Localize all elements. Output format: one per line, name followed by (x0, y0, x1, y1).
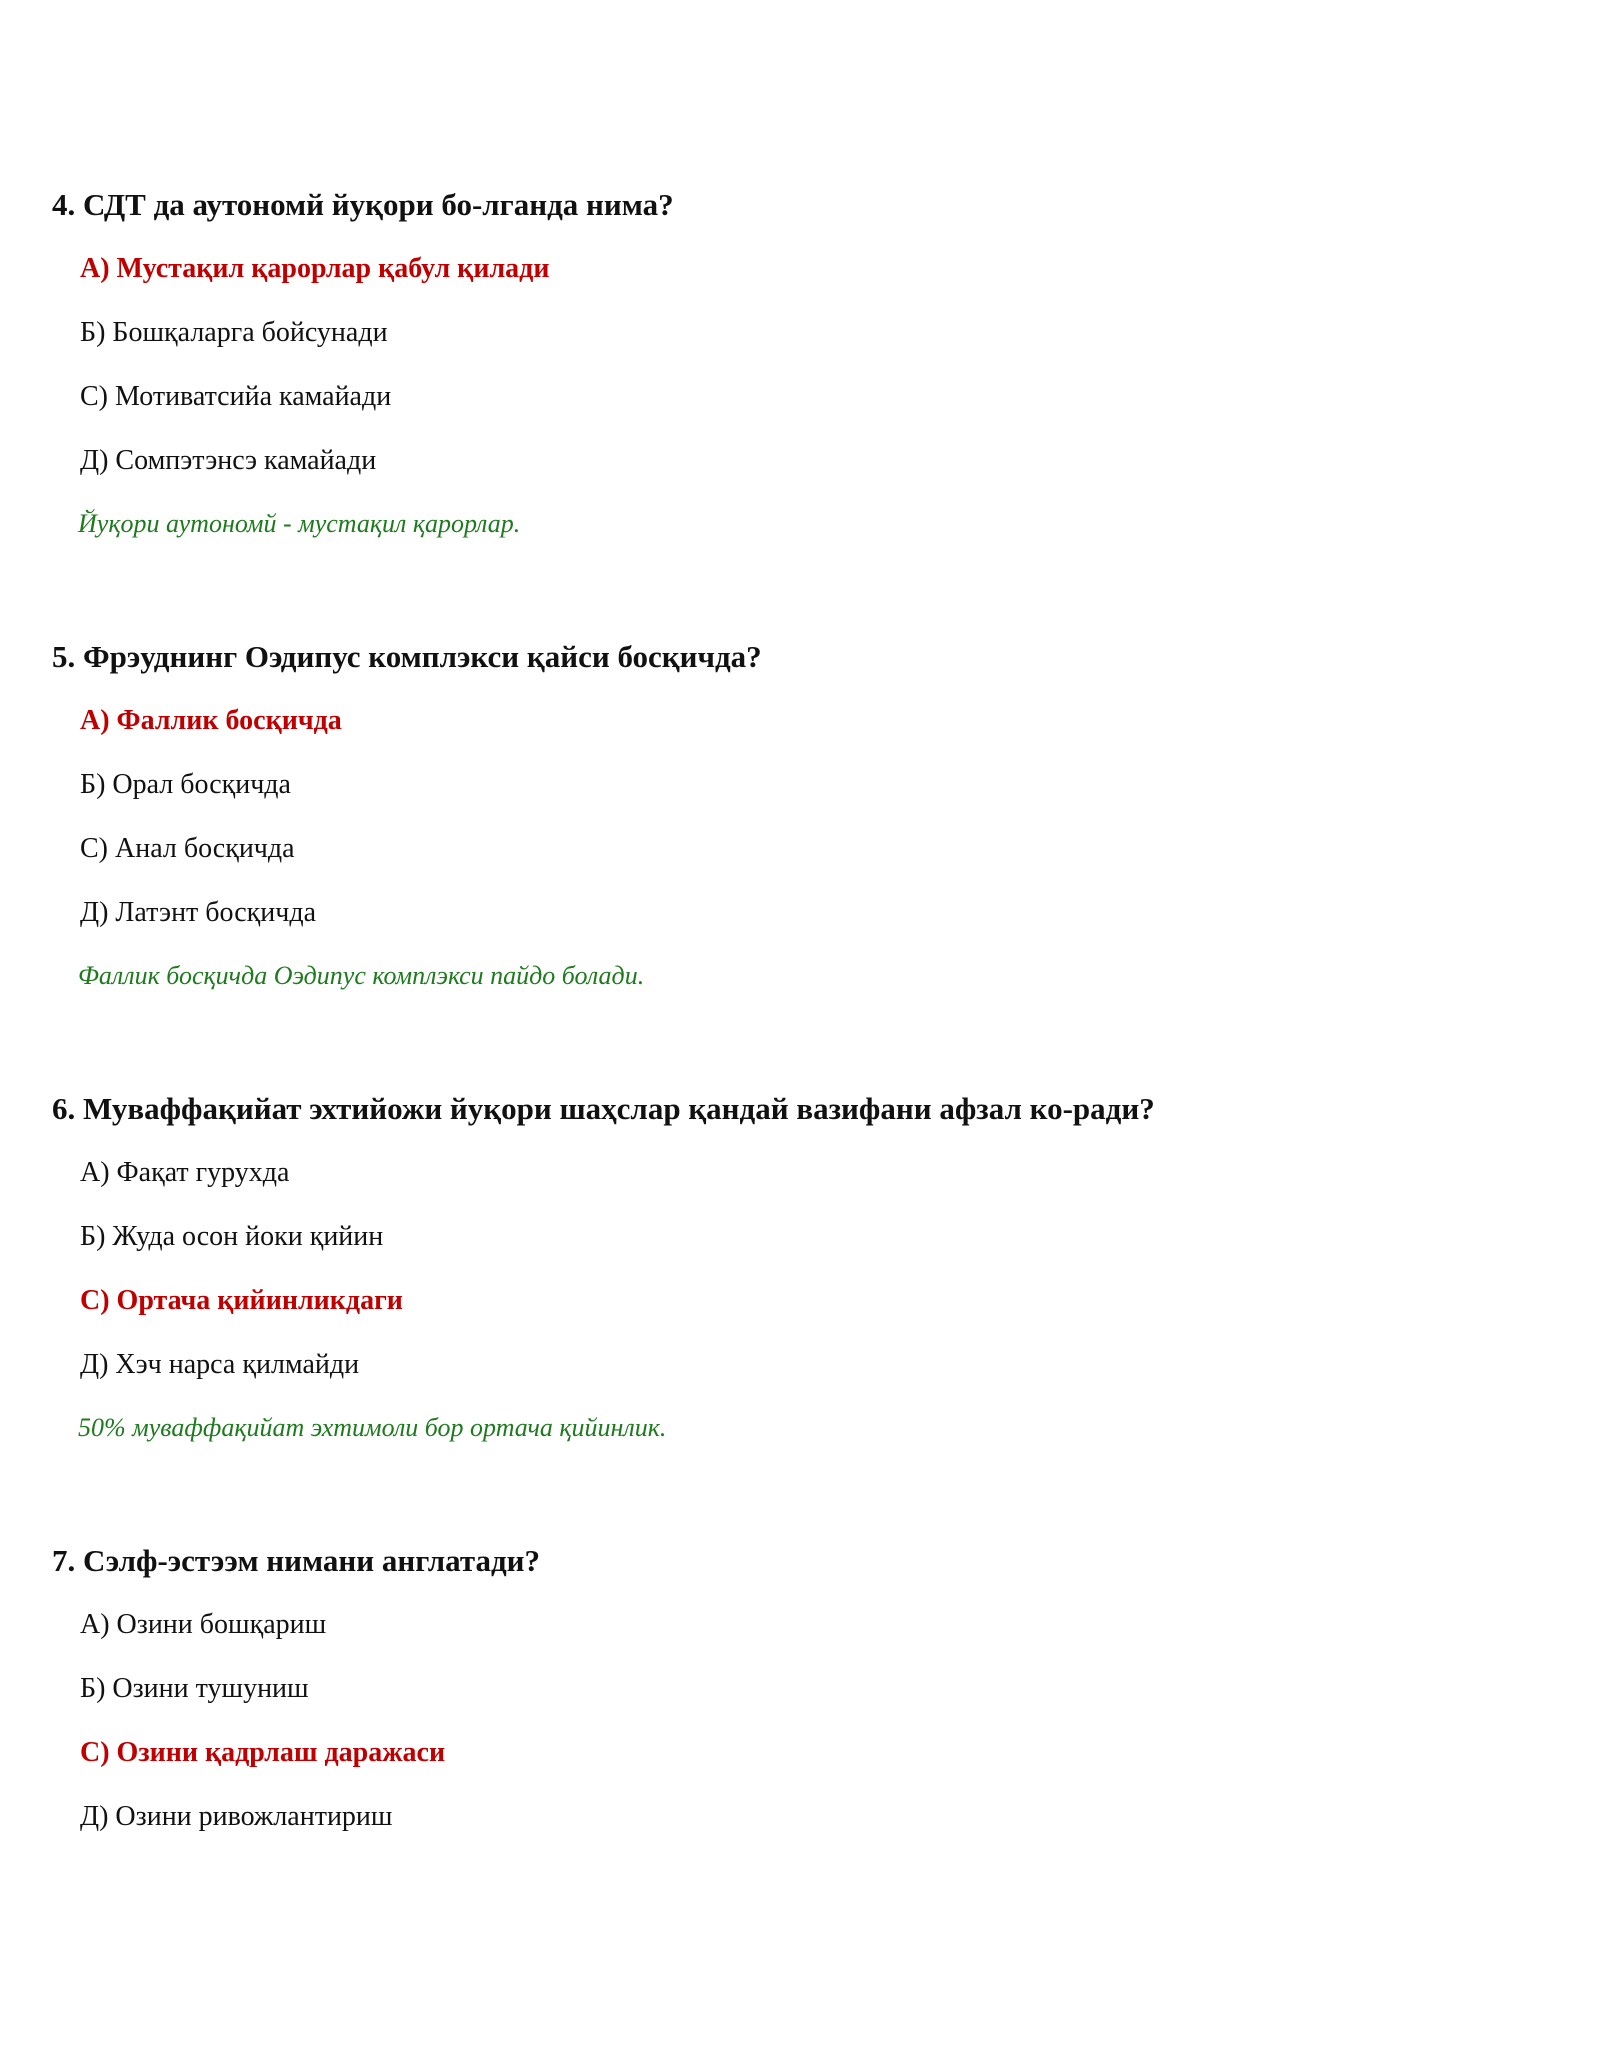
question-block-6 (52, 1089, 1552, 1445)
option-b: Б) Озини тушуниш (80, 1673, 309, 1704)
option-a-correct: А) Мустақил қарорлар қабул қилади (80, 253, 550, 284)
option-a-correct: А) Фаллик босқичда (80, 705, 342, 736)
option-d: Д) Латэнт босқичда (80, 897, 317, 928)
option-d: Д) Сомпэтэнсэ камайади (80, 445, 377, 476)
option-a: А) Озини бошқариш (80, 1609, 327, 1640)
option-c-correct: С) Ортача қийинликдаги (80, 1285, 403, 1316)
option-b: Б) Орал босқичда (80, 769, 291, 800)
question-title: 4. СДТ да аутономй йуқори бо-лганда нима? (52, 187, 674, 222)
question-title: 7. Сэлф-эстээм нимани англатади? (52, 1543, 541, 1578)
option-b: Б) Бошқаларга бойсунади (80, 317, 388, 348)
option-d: Д) Озини ривожлантириш (80, 1801, 393, 1832)
option-a: А) Фақат гурухда (80, 1157, 290, 1188)
question-block-4 (52, 185, 1552, 541)
question-block-7 (52, 1541, 1552, 1835)
option-c: С) Мотиватсийа камайади (80, 381, 392, 412)
answer-explanation: 50% муваффақийат эхтимоли бор ортача қийинлик. (78, 1413, 667, 1442)
option-b: Б) Жуда осон йоки қийин (80, 1221, 384, 1252)
option-c: С) Анал босқичда (80, 833, 295, 864)
answer-explanation: Фаллик босқичда Оэдипус комплэкси пайдо болади. (78, 961, 645, 990)
question-title: 5. Фрэуднинг Оэдипус комплэкси қайси босқичда? (52, 639, 762, 674)
option-d: Д) Хэч нарса қилмайди (80, 1349, 360, 1380)
question-block-5 (52, 637, 1552, 993)
question-title: 6. Муваффақийат эхтийожи йуқори шаҳслар қандай вазифани афзал ко-ради? (52, 1091, 1155, 1126)
option-c-correct: С) Озини қадрлаш даражаси (80, 1737, 446, 1768)
answer-explanation: Йуқори аутономй - мустақил қарорлар. (78, 509, 521, 538)
